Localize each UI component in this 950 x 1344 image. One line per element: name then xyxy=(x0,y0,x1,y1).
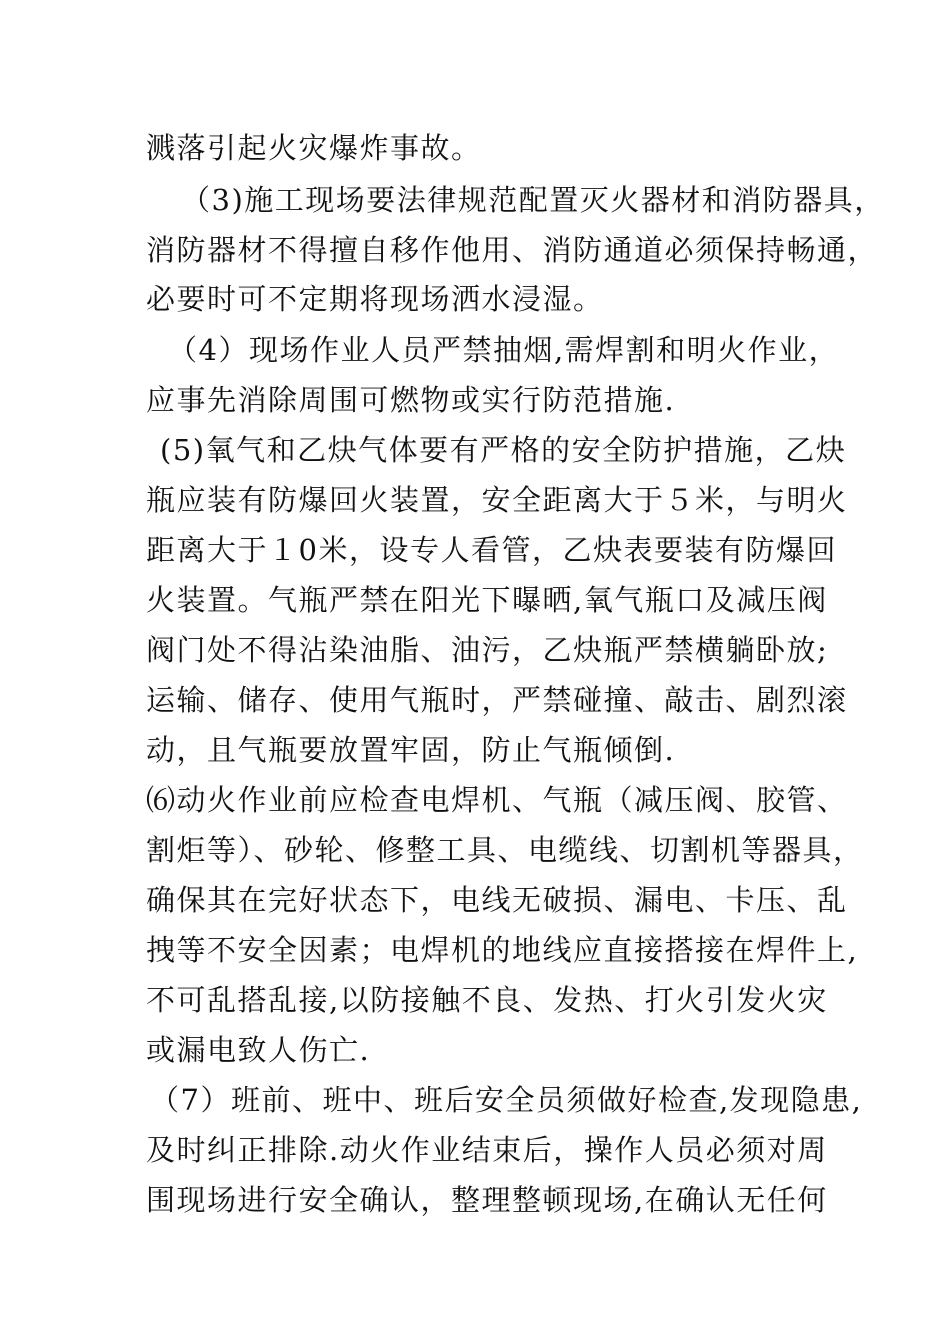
text-line-7: (5)氧气和乙炔气体要有严格的安全防护措施，乙炔 xyxy=(160,433,847,467)
text-line-4: 必要时可不定期将现场洒水浸湿。 xyxy=(146,282,604,316)
text-line-5: （4）现场作业人员严禁抽烟,需焊割和明火作业， xyxy=(168,333,840,367)
text-line-12: 运输、储存、使用气瓶时，严禁碰撞、敲击、剧烈滚 xyxy=(146,683,848,717)
text-line-10: 火装置。气瓶严禁在阳光下曝晒,氧气瓶口及减压阀 xyxy=(146,583,828,617)
text-line-17: 拽等不安全因素；电焊机的地线应直接搭接在焊件上, xyxy=(146,933,859,967)
text-line-2: （3)施工现场要法律规范配置灭火器材和消防器具， xyxy=(181,183,885,217)
text-line-13: 动，且气瓶要放置牢固，防止气瓶倾倒. xyxy=(146,733,676,767)
text-line-15: 割炬等）、砂轮、修整工具、电缆线、切割机等器具， xyxy=(146,833,864,867)
text-line-21: 及时纠正排除.动火作业结束后，操作人员必须对周 xyxy=(146,1133,828,1167)
text-line-14: ⑹动火作业前应检查电焊机、气瓶（减压阀、胶管、 xyxy=(146,783,848,817)
text-line-18: 不可乱搭乱接,以防接触不良、发热、打火引发火灾 xyxy=(146,983,828,1017)
text-line-11: 阀门处不得沾染油脂、油污，乙炔瓶严禁横躺卧放; xyxy=(146,633,829,667)
text-line-9: 距离大于１0米，设专人看管，乙炔表要装有防爆回 xyxy=(146,533,837,567)
text-line-16: 确保其在完好状态下，电线无破损、漏电、卡压、乱 xyxy=(146,883,848,917)
text-line-19: 或漏电致人伤亡. xyxy=(146,1033,371,1067)
text-line-20: （7）班前、班中、班后安全员须做好检查,发现隐患, xyxy=(150,1083,863,1117)
text-line-3: 消防器材不得擅自移作他用、消防通道必须保持畅通， xyxy=(146,233,879,267)
text-line-8: 瓶应装有防爆回火装置，安全距离大于５米，与明火 xyxy=(146,483,848,517)
text-line-6: 应事先消除周围可燃物或实行防范措施. xyxy=(146,383,676,417)
text-line-22: 围现场进行安全确认，整理整顿现场,在确认无任何 xyxy=(146,1183,828,1217)
text-line-1: 溅落引起火灾爆炸事故。 xyxy=(146,131,482,165)
